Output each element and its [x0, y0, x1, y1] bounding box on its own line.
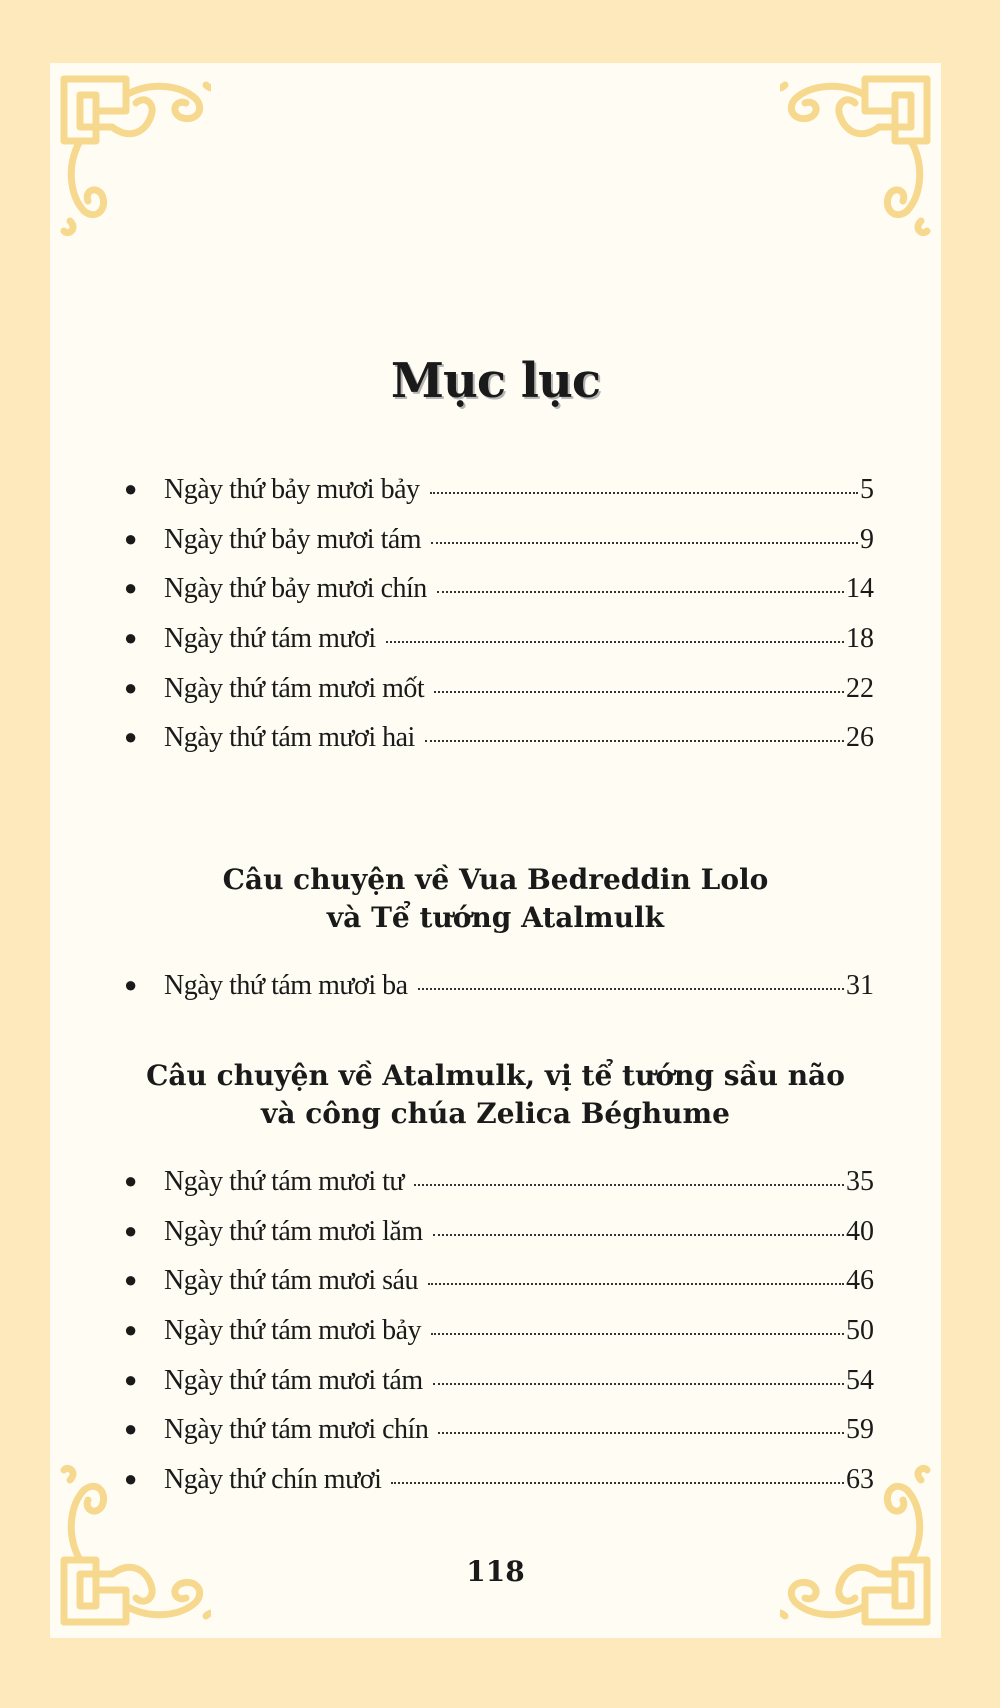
dot-leader — [433, 1382, 844, 1385]
page-number: 118 — [466, 1555, 525, 1588]
dot-leader — [431, 1332, 844, 1335]
toc-entry[interactable] — [124, 623, 874, 673]
toc-entry-title: Ngày thứ tám mươi tám — [164, 1364, 423, 1396]
dot-leader — [418, 987, 844, 990]
dot-leader — [437, 590, 844, 593]
dot-leader — [425, 739, 844, 742]
dot-leader — [391, 1481, 844, 1484]
toc-entry-page: 14 — [846, 573, 874, 605]
toc-entry-page: 50 — [846, 1315, 874, 1347]
section-heading — [50, 861, 941, 937]
toc-entry[interactable] — [124, 524, 874, 574]
toc-entry-page: 22 — [846, 672, 874, 704]
toc-entry-title: Ngày thứ tám mươi ba — [164, 970, 408, 1001]
toc-entry[interactable] — [124, 573, 874, 623]
toc-entry-page: 40 — [846, 1215, 874, 1247]
bullet: ● — [124, 1217, 138, 1243]
toc-entry[interactable] — [124, 673, 874, 723]
bullet: ● — [124, 625, 138, 651]
toc-entry-title: Ngày thứ tám mươi lăm — [164, 1215, 423, 1247]
section-heading-line: Câu chuyện về Vua Bedreddin Lolo — [222, 863, 769, 896]
bullet: ● — [124, 525, 138, 551]
toc-entry[interactable] — [124, 1315, 874, 1365]
section-heading — [50, 1057, 941, 1133]
toc-entry-page: 18 — [846, 623, 874, 655]
toc-entry-page: 46 — [846, 1265, 874, 1297]
toc-entry[interactable] — [124, 970, 874, 1020]
toc-entry[interactable] — [124, 1166, 874, 1216]
toc-entry[interactable] — [124, 1464, 874, 1514]
toc-entry-title: Ngày thứ tám mươi tư — [164, 1166, 405, 1197]
toc-entry-page: 5 — [860, 474, 874, 505]
toc-entry[interactable] — [124, 1365, 874, 1415]
toc-entry-title: Ngày thứ bảy mươi bảy — [164, 474, 420, 505]
toc-entry-page: 9 — [860, 523, 874, 555]
dot-leader — [386, 640, 844, 643]
toc-entry-title: Ngày thứ tám mươi hai — [164, 722, 415, 754]
toc-entry-page: 59 — [846, 1414, 874, 1446]
bullet: ● — [124, 674, 138, 700]
toc-entry[interactable] — [124, 1265, 874, 1315]
dot-leader — [434, 690, 844, 693]
toc-entry-title: Ngày thứ tám mươi — [164, 623, 376, 655]
section-heading-line: Câu chuyện về Atalmulk, vị tể tướng sầu não — [146, 1059, 845, 1092]
toc-entry-title: Ngày thứ tám mươi bảy — [164, 1315, 422, 1347]
bullet: ● — [124, 575, 138, 601]
bullet: ● — [124, 1416, 138, 1442]
book-page — [50, 63, 941, 1638]
bullet: ● — [124, 724, 138, 750]
toc-entry-page: 63 — [846, 1464, 874, 1496]
bullet: ● — [124, 1267, 138, 1293]
section-heading-line: và công chúa Zelica Béghume — [261, 1097, 730, 1130]
toc-entry-title: Ngày thứ tám mươi sáu — [164, 1265, 418, 1297]
bullet: ● — [124, 1317, 138, 1343]
dot-leader — [428, 1282, 844, 1285]
toc-entry[interactable] — [124, 722, 874, 772]
toc-entry-page: 54 — [846, 1364, 874, 1396]
bullet: ● — [124, 972, 138, 997]
corner-ornament-top-left — [56, 71, 211, 241]
bullet: ● — [124, 1168, 138, 1193]
toc-entry[interactable] — [124, 1414, 874, 1464]
toc-entry-title: Ngày thứ tám mươi chín — [164, 1414, 429, 1446]
toc-entry-page: 26 — [846, 722, 874, 754]
corner-ornament-top-right — [780, 71, 935, 241]
bullet: ● — [124, 1366, 138, 1392]
toc-entry-page: 35 — [846, 1166, 874, 1197]
toc-group-1 — [124, 474, 874, 772]
bullet: ● — [124, 1466, 138, 1492]
dot-leader — [438, 1431, 844, 1434]
toc-group-2 — [124, 970, 874, 1020]
section-heading-line: và Tể tướng Atalmulk — [326, 901, 665, 934]
toc-entry[interactable] — [124, 474, 874, 524]
bullet: ● — [124, 476, 138, 501]
toc-entry[interactable] — [124, 1216, 874, 1266]
toc-entry-title: Ngày thứ chín mươi — [164, 1464, 382, 1496]
toc-entry-page: 31 — [846, 970, 874, 1001]
dot-leader — [430, 491, 859, 494]
toc-entry-title: Ngày thứ tám mươi mốt — [164, 672, 425, 704]
dot-leader — [414, 1183, 844, 1186]
dot-leader — [431, 541, 858, 544]
toc-group-3 — [124, 1166, 874, 1514]
toc-entry-title: Ngày thứ bảy mươi chín — [164, 573, 427, 605]
dot-leader — [433, 1233, 844, 1236]
toc-entry-title: Ngày thứ bảy mươi tám — [164, 523, 422, 555]
page-title: Mục lục — [390, 353, 601, 409]
